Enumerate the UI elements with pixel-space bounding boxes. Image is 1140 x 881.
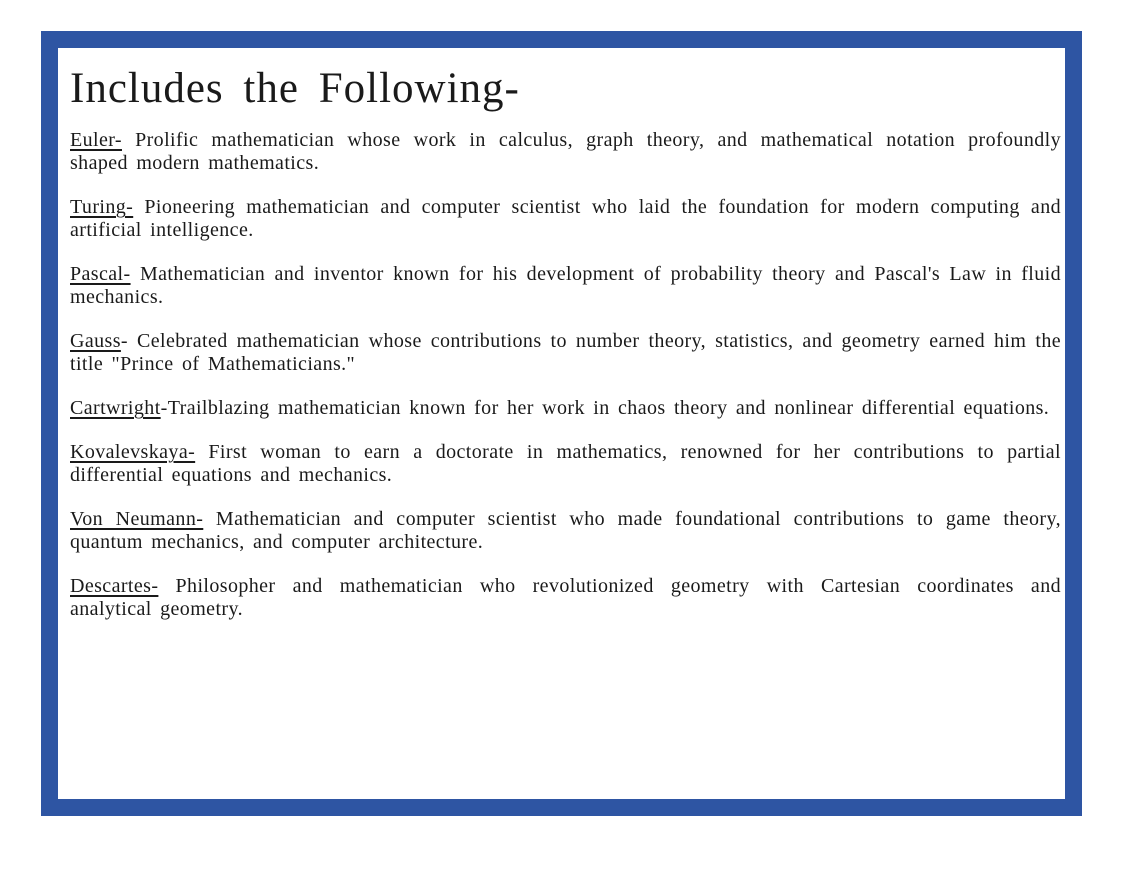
entry-separator	[203, 508, 216, 530]
entry-gauss	[70, 330, 1061, 376]
entry-description: Mathematician and inventor known for his development of probability theory and Pascal's Law in fluid mechanics.	[70, 263, 1062, 309]
entry-cartwright	[70, 397, 1061, 420]
entry-euler	[70, 129, 1061, 175]
entry-description: Mathematician and computer scientist who made foundational contributions to game theory, quantum mechanics, and computer architecture.	[70, 508, 1061, 554]
entry-separator	[195, 441, 208, 463]
entry-turing	[70, 196, 1061, 242]
entry-description: Philosopher and mathematician who revolutionized geometry with Cartesian coordinates and analytical geometry.	[70, 575, 1061, 621]
content-area	[70, 64, 1061, 642]
entry-description: First woman to earn a doctorate in mathematics, renowned for her contributions to partial differential equations and mechanics.	[70, 441, 1061, 487]
entry-name: Turing-	[70, 196, 134, 219]
entry-pascal	[70, 263, 1061, 309]
entry-von-neumann	[70, 508, 1061, 554]
entry-separator	[131, 263, 140, 285]
entry-name: Gauss	[70, 330, 121, 353]
entry-name: Von Neumann-	[70, 508, 204, 531]
page-heading: Includes the Following-	[70, 65, 520, 112]
entry-description: Pioneering mathematician and computer scientist who laid the foundation for modern computing and artificial intelligence.	[70, 196, 1061, 242]
entry-name: Cartwright	[70, 397, 161, 420]
entry-name: Descartes-	[70, 575, 159, 598]
entry-separator	[133, 196, 144, 218]
entry-separator	[158, 575, 175, 597]
entry-separator: -	[160, 397, 168, 420]
entry-name: Pascal-	[70, 263, 131, 286]
entry-description: Celebrated mathematician whose contributions to number theory, statistics, and geometry earned him the title "Prince of Mathematicians."	[70, 330, 1061, 376]
entry-name: Euler-	[70, 129, 122, 152]
blue-border-frame	[41, 31, 1082, 816]
entry-kovalevskaya	[70, 441, 1061, 487]
entry-description: Trailblazing mathematician known for her work in chaos theory and nonlinear differential equations.	[167, 397, 1050, 420]
entry-name: Kovalevskaya-	[70, 441, 196, 464]
entry-description: Prolific mathematician whose work in calculus, graph theory, and mathematical notation profoundly shaped modern mathematics.	[70, 129, 1061, 175]
entry-separator	[122, 129, 135, 151]
entry-separator: -	[120, 330, 137, 353]
entry-descartes	[70, 575, 1061, 621]
